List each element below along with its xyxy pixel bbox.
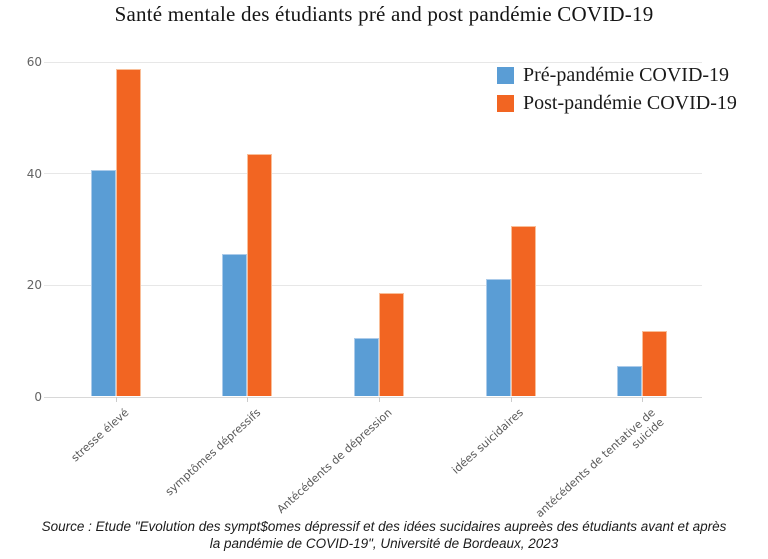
bar-pre-2 [222, 254, 247, 396]
source-line-2: la pandémie de COVID-19", Université de Bordeaux, 2023 [209, 536, 559, 551]
x-tick-mark-2 [247, 397, 248, 402]
chart-title: Santé mentale des étudiants pré and post pandémie COVID-19 [114, 2, 654, 26]
gridline-y-60 [44, 62, 702, 63]
bar-post-2 [247, 154, 272, 396]
bar-pre-4 [486, 279, 511, 396]
x-tick-label-2: symptômes dépressifs [162, 406, 264, 499]
x-tick-label-1: stresse élevé [68, 406, 132, 465]
gridline-y-20 [44, 285, 702, 286]
gridline-y-40 [44, 173, 702, 174]
legend-swatch-orange [497, 95, 514, 112]
y-tick-label-20: 20 [26, 278, 42, 293]
legend-item-post-pandemie [497, 92, 737, 115]
y-tick-label-60: 60 [26, 55, 42, 69]
source-note [0, 518, 768, 552]
bar-pre-5 [617, 366, 642, 396]
x-tick-mark-1 [116, 397, 117, 402]
x-tick-mark-5 [642, 397, 643, 402]
bar-pre-3 [354, 338, 379, 396]
x-tick-mark-4 [511, 397, 512, 402]
legend-item-pre-pandemie [497, 64, 737, 87]
bar-post-5 [642, 331, 667, 396]
bar-pre-1 [91, 170, 116, 396]
legend-label-post-pandemie: Post-pandémie COVID-19 [523, 92, 737, 114]
bar-post-4 [511, 226, 536, 396]
bar-post-1 [116, 69, 141, 396]
x-tick-label-5: antécédents de tentative de suicide [533, 406, 667, 521]
bar-post-3 [379, 293, 404, 396]
legend [497, 64, 737, 120]
legend-label-pre-pandemie: Pré-pandémie COVID-19 [523, 64, 730, 86]
legend-swatch-blue [497, 67, 514, 84]
source-line-1: Source : Etude "Evolution des sympt$omes dépressif et des idées sucidaires aupreès des étudiants avant et après [41, 519, 727, 534]
x-tick-label-4: idées suicidaires [449, 406, 527, 477]
x-tick-label-3: Antécédents de dépression [274, 406, 395, 516]
x-tick-mark-3 [379, 397, 380, 402]
y-tick-label-0: 0 [34, 390, 42, 404]
gridline-y-0 [44, 397, 702, 398]
y-tick-label-40: 40 [26, 166, 42, 181]
